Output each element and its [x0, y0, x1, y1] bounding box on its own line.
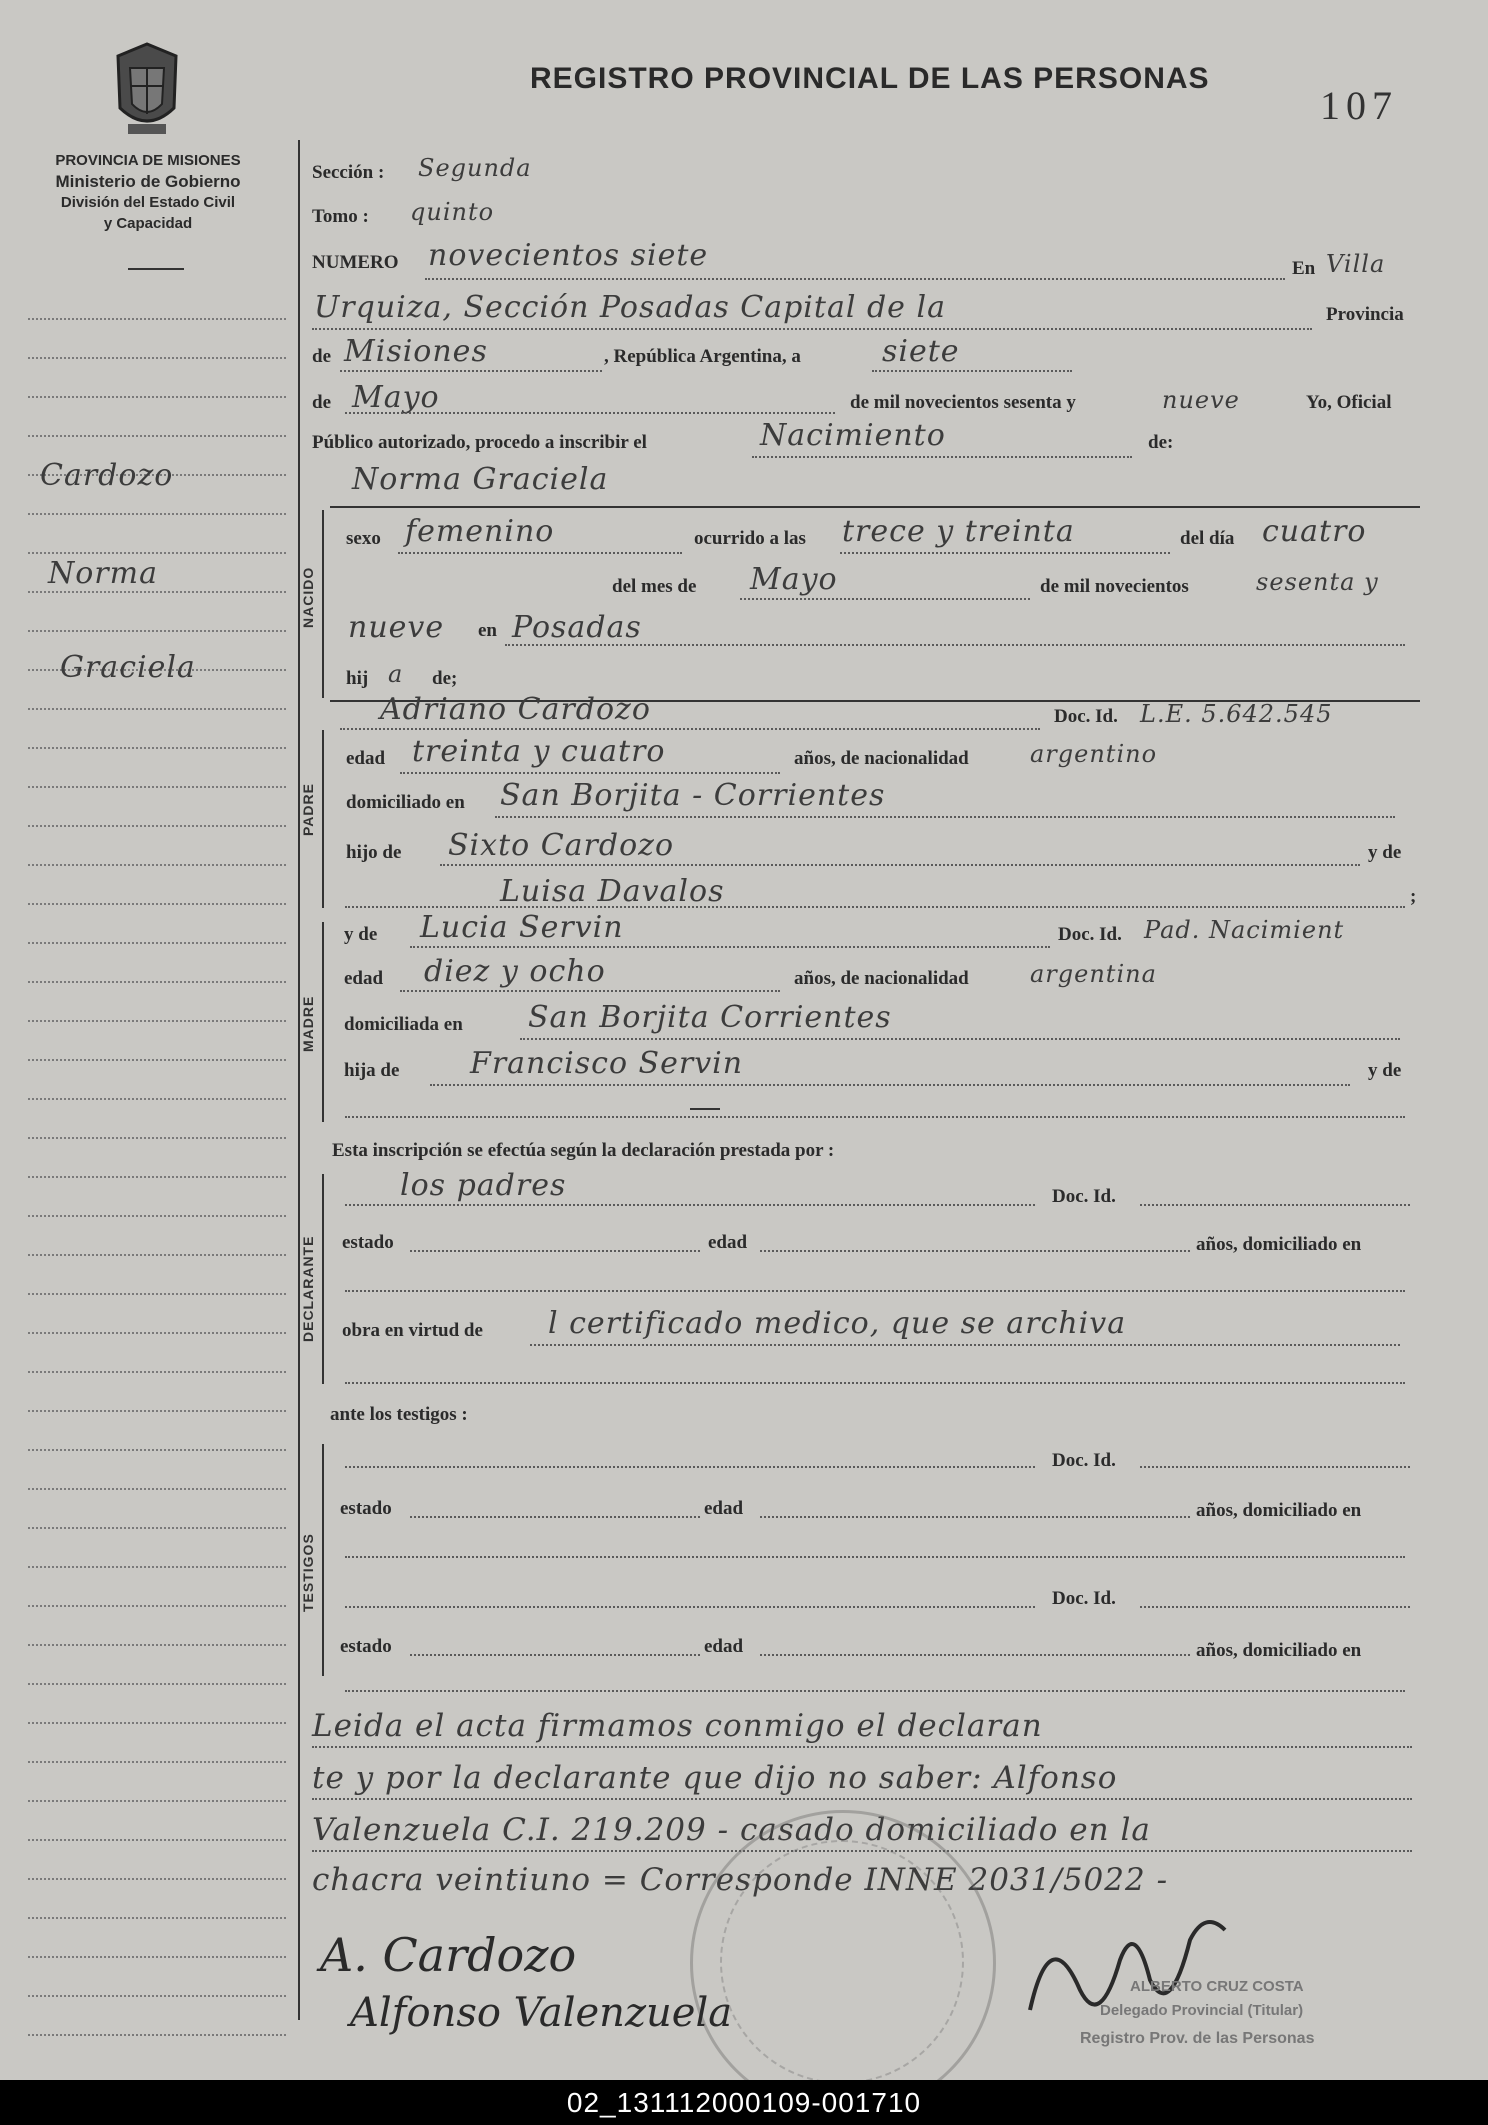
margin-rule-line	[28, 1449, 286, 1451]
margin-rule-line	[28, 1956, 286, 1958]
field-line	[345, 412, 835, 414]
label-sexo: sexo	[346, 528, 381, 549]
stamp-text: ALBERTO CRUZ COSTA	[1130, 1978, 1304, 1995]
signature-valenzuela: Alfonso Valenzuela	[350, 1990, 733, 2036]
label-de-mil: de mil novecientos sesenta y	[850, 392, 1076, 413]
label-nacionalidad: años, de nacionalidad	[794, 748, 969, 769]
label-yo-oficial: Yo, Oficial	[1306, 392, 1392, 413]
margin-rule-line	[28, 708, 286, 710]
signature-cardozo: A. Cardozo	[320, 1928, 577, 1982]
office-line: y Capacidad	[103, 215, 193, 232]
margin-rule-line	[28, 2034, 286, 2036]
field-line	[430, 1084, 1350, 1086]
margin-rule-line	[28, 630, 286, 632]
value-mes-nac: Mayo	[750, 562, 838, 597]
label-en: En	[1292, 258, 1316, 279]
margin-rule-line	[28, 825, 286, 827]
margin-rule-line	[28, 747, 286, 749]
dash-mark	[690, 1108, 720, 1110]
field-line	[872, 370, 1072, 372]
margin-rule-line	[28, 1722, 286, 1724]
label-hij: hij	[346, 668, 369, 689]
field-line	[410, 1654, 700, 1656]
field-line	[840, 552, 1170, 554]
field-line	[440, 864, 1360, 866]
label-anos-domiciliado: años, domiciliado en	[1196, 1500, 1362, 1521]
margin-rule-line	[28, 1254, 286, 1256]
value-lugar-nac: Posadas	[512, 610, 642, 645]
label-de: de	[312, 346, 331, 367]
section-bracket	[322, 922, 324, 1122]
label-hija-de: hija de	[344, 1060, 400, 1081]
field-line	[760, 1250, 1190, 1252]
vertical-separator	[298, 140, 300, 2020]
margin-rule-line	[28, 1488, 286, 1490]
field-line	[400, 772, 780, 774]
field-line	[340, 370, 602, 372]
section-label-madre: MADRE	[300, 995, 316, 1052]
label-publico: Público autorizado, procedo a inscribir el	[312, 432, 647, 453]
margin-rule-line	[28, 981, 286, 983]
margin-rule-line	[28, 1800, 286, 1802]
margin-rule-line	[28, 1215, 286, 1217]
field-line	[345, 906, 1405, 908]
value-sexo: femenino	[405, 514, 555, 549]
section-label-padre: PADRE	[300, 783, 316, 836]
closing-note-line: chacra veintiuno = Corresponde INNE 2031/5022 -	[312, 1862, 1169, 1898]
field-line	[760, 1654, 1190, 1656]
value-madre-doc: Pad. Nacimient	[1144, 916, 1345, 944]
label-y-de: y de	[1368, 1060, 1402, 1081]
margin-rule-line	[28, 864, 286, 866]
field-line	[312, 1746, 1412, 1748]
section-divider	[330, 506, 1420, 508]
margin-note-second-name: Graciela	[60, 650, 196, 685]
label-esta-inscripcion: Esta inscripción se efectúa según la declaración prestada por :	[332, 1140, 835, 1161]
field-line	[410, 946, 1050, 948]
value-madre-domicilio: San Borjita Corrientes	[528, 1000, 892, 1035]
section-label-testigos: TESTIGOS	[300, 1533, 316, 1612]
margin-rule-line	[28, 1293, 286, 1295]
field-line	[505, 644, 1405, 646]
field-line	[400, 990, 780, 992]
label-hijo-de: hijo de	[346, 842, 402, 863]
margin-rule-line	[28, 1995, 286, 1997]
value-padre-edad: treinta y cuatro	[412, 734, 666, 769]
stamp-text: Delegado Provincial (Titular)	[1100, 2002, 1304, 2019]
value-declarante: los padres	[400, 1168, 567, 1203]
label-ocurrido: ocurrido a las	[694, 528, 806, 549]
margin-rule-line	[28, 1332, 286, 1334]
margin-rule-line	[28, 513, 286, 515]
value-acto: Nacimiento	[760, 418, 946, 453]
field-line	[495, 816, 1395, 818]
margin-rule-line	[28, 1644, 286, 1646]
office-line: PROVINCIA DE MISIONES	[55, 152, 241, 169]
label-republica: , República Argentina, a	[604, 346, 801, 367]
label-ante-testigos: ante los testigos :	[330, 1404, 468, 1425]
margin-rule-line	[28, 1839, 286, 1841]
label-y-de: y de	[344, 924, 378, 945]
page-number: 107	[1320, 83, 1398, 128]
margin-rule-line	[28, 435, 286, 437]
label-domiciliada: domiciliada en	[344, 1014, 463, 1035]
label-doc-id: Doc. Id.	[1058, 924, 1122, 945]
label-de-mil: de mil novecientos	[1040, 576, 1189, 597]
image-id-footer: 02_131112000109-001710	[0, 2080, 1488, 2125]
field-line	[530, 1344, 1400, 1346]
margin-rule-line	[28, 1137, 286, 1139]
field-line	[740, 598, 1030, 600]
value-madre-nombre: Lucia Servin	[420, 910, 624, 945]
label-anos-domiciliado: años, domiciliado en	[1196, 1640, 1362, 1661]
value-dia: siete	[882, 334, 960, 369]
value-numero: novecientos siete	[428, 238, 709, 273]
field-line	[312, 1798, 1412, 1800]
label-domiciliado: domiciliado en	[346, 792, 465, 813]
label-semicolon: ;	[1410, 886, 1417, 907]
divider	[128, 268, 184, 270]
field-line	[345, 1382, 1405, 1384]
value-en: Villa	[1326, 250, 1386, 278]
margin-rule-line	[28, 1878, 286, 1880]
label-provincia: Provincia	[1326, 304, 1404, 325]
field-line	[312, 328, 1312, 330]
value-dia-nac: cuatro	[1262, 514, 1367, 549]
value-madre-edad: diez y ocho	[424, 954, 606, 989]
issuing-office	[14, 150, 282, 234]
label-tomo: Tomo :	[312, 206, 369, 227]
label-doc-id: Doc. Id.	[1052, 1186, 1116, 1207]
coat-of-arms-icon	[108, 38, 186, 138]
margin-rule-line	[28, 903, 286, 905]
value-nombre: Norma Graciela	[352, 462, 609, 497]
closing-note-line: te y por la declarante que dijo no saber: Alfonso	[312, 1760, 1118, 1796]
field-line	[1140, 1466, 1410, 1468]
value-padre-nombre: Adriano Cardozo	[380, 692, 651, 727]
section-bracket	[322, 1444, 324, 1676]
field-line	[345, 1466, 1035, 1468]
label-edad: edad	[704, 1498, 744, 1519]
office-line: Ministerio de Gobierno	[55, 172, 241, 191]
field-line	[340, 728, 1040, 730]
field-line	[425, 278, 1285, 280]
field-line	[410, 1250, 700, 1252]
label-doc-id: Doc. Id.	[1052, 1450, 1116, 1471]
value-provincia: Misiones	[344, 334, 488, 369]
margin-rule-line	[28, 357, 286, 359]
margin-rule-line	[28, 1605, 286, 1607]
closing-note-line: Valenzuela C.I. 219.209 - casado domiciliado en la	[312, 1812, 1151, 1848]
value-obra: l certificado medico, que se archiva	[548, 1306, 1127, 1341]
label-estado: estado	[340, 1636, 392, 1657]
value-padre-domicilio: San Borjita - Corrientes	[500, 778, 886, 813]
value-padre-hijo-de: Sixto Cardozo	[448, 828, 675, 863]
label-del-mes: del mes de	[612, 576, 697, 597]
value-anio: nueve	[1162, 386, 1240, 414]
office-line: División del Estado Civil	[60, 194, 236, 211]
field-line	[345, 1690, 1405, 1692]
label-nacionalidad: años, de nacionalidad	[794, 968, 969, 989]
field-line	[345, 1204, 1035, 1206]
label-estado: estado	[340, 1498, 392, 1519]
margin-rule-line	[28, 1098, 286, 1100]
margin-note-name: Norma	[48, 556, 158, 591]
label-de: de;	[432, 668, 458, 689]
field-line	[1140, 1204, 1410, 1206]
value-madre-hija-de: Francisco Servin	[470, 1046, 744, 1081]
section-label-nacido: NACIDO	[300, 566, 316, 628]
section-bracket	[322, 1174, 324, 1384]
value-mes: Mayo	[352, 380, 440, 415]
field-line	[398, 552, 682, 554]
section-label-declarante: DECLARANTE	[300, 1235, 316, 1342]
margin-rule-line	[28, 1371, 286, 1373]
label-seccion: Sección :	[312, 162, 385, 183]
closing-note-line: Leida el acta firmamos conmigo el declaran	[312, 1708, 1043, 1744]
margin-rule-line	[28, 942, 286, 944]
field-line	[345, 1606, 1035, 1608]
field-line	[345, 1290, 1405, 1292]
margin-rule-line	[28, 1683, 286, 1685]
value-madre-nacionalidad: argentina	[1030, 960, 1157, 988]
label-numero: NUMERO	[312, 252, 399, 273]
margin-rule-line	[28, 1527, 286, 1529]
margin-rule-line	[28, 552, 286, 554]
field-line	[345, 1116, 1405, 1118]
margin-rule-line	[28, 591, 286, 593]
margin-rule-line	[28, 1176, 286, 1178]
label-edad: edad	[344, 968, 384, 989]
value-anio-nac: sesenta y	[1256, 568, 1379, 596]
label-edad: edad	[346, 748, 386, 769]
field-line	[760, 1516, 1190, 1518]
value-padre-y-de: Luisa Davalos	[500, 874, 725, 909]
label-estado: estado	[342, 1232, 394, 1253]
value-hij-suffix: a	[388, 660, 404, 688]
field-line	[1140, 1606, 1410, 1608]
label-edad: edad	[708, 1232, 748, 1253]
label-doc-id: Doc. Id.	[1052, 1588, 1116, 1609]
value-lugar: Urquiza, Sección Posadas Capital de la	[314, 290, 946, 325]
stamp-text: Registro Prov. de las Personas	[1080, 2030, 1315, 2047]
margin-rule-line	[28, 1410, 286, 1412]
label-doc-id: Doc. Id.	[1054, 706, 1118, 727]
official-stamp-inner	[720, 1840, 964, 2080]
value-tomo: quinto	[410, 198, 495, 226]
label-y-de: y de	[1368, 842, 1402, 863]
value-seccion: Segunda	[418, 154, 532, 182]
margin-rule-line	[28, 1566, 286, 1568]
label-edad: edad	[704, 1636, 744, 1657]
field-line	[520, 1038, 1400, 1040]
label-obra: obra en virtud de	[342, 1320, 483, 1341]
margin-rule-line	[28, 786, 286, 788]
label-del-dia: del día	[1180, 528, 1235, 549]
margin-rule-line	[28, 1761, 286, 1763]
value-padre-doc: L.E. 5.642.545	[1140, 700, 1333, 728]
margin-rule-line	[28, 318, 286, 320]
margin-note-surname: Cardozo	[40, 458, 174, 493]
label-anos-domiciliado: años, domiciliado en	[1196, 1234, 1362, 1255]
label-de: de	[312, 392, 331, 413]
section-bracket	[322, 730, 324, 908]
margin-rule-line	[28, 1917, 286, 1919]
value-anio-nac-2: nueve	[348, 610, 445, 645]
margin-rule-line	[28, 1020, 286, 1022]
field-line	[410, 1516, 700, 1518]
value-padre-nacionalidad: argentino	[1030, 740, 1158, 768]
margin-rule-line	[28, 396, 286, 398]
label-de: de:	[1148, 432, 1174, 453]
section-bracket	[322, 510, 324, 698]
label-en: en	[478, 620, 497, 641]
field-line	[752, 456, 1132, 458]
document-title: REGISTRO PROVINCIAL DE LAS PERSONAS	[530, 62, 1210, 95]
field-line	[345, 1556, 1405, 1558]
value-hora: trece y treinta	[842, 514, 1075, 549]
margin-rule-line	[28, 1059, 286, 1061]
